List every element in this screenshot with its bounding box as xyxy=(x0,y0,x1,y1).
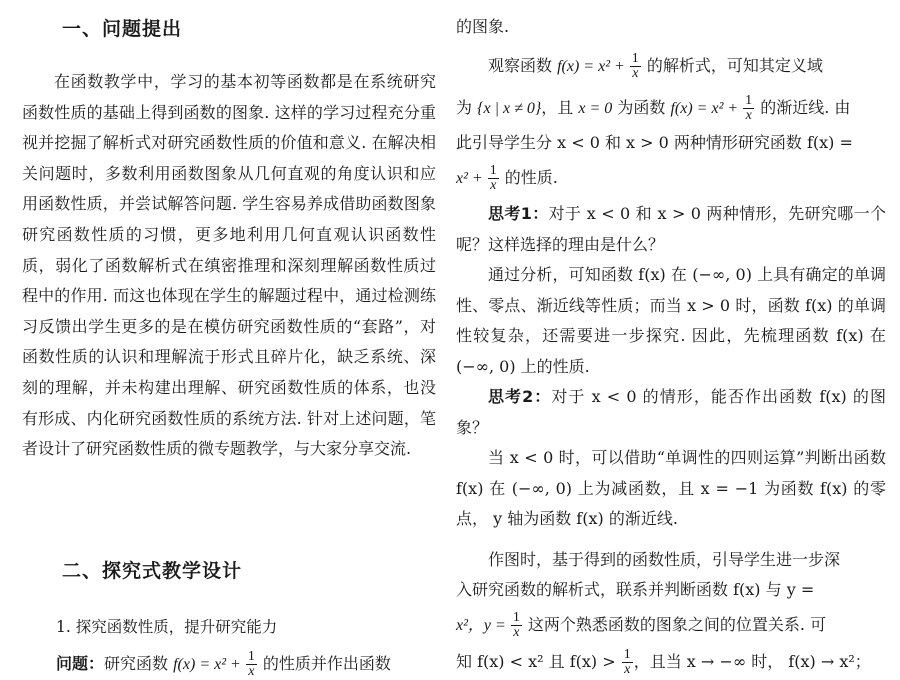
observe-text-b: 的解析式，可知其定义域 xyxy=(641,56,823,75)
drawing-text-e: ，且当 x → −∞ 时， f(x) → x²； xyxy=(633,652,871,671)
observe-line-3: 此引导学生分 x < 0 和 x > 0 两种情形研究函数 f(x) = xyxy=(456,133,853,152)
drawing-math-b: y = xyxy=(483,617,510,634)
intro-paragraph: 在函数教学中，学习的基本初等函数都是在系统研究函数性质的基础上得到函数的图象. 这样的学习过程充分重视并挖掘了解析式对研究函数性质的价值和意义. 在解决相关问题时，多数利用函数图象从几何直观的角度认识和应用函数性质，并尝试解答问题. 学生容易养成借助函数图象研究函数性质的习惯，更多地利用几何直观认识函数性质，弱化了函数解析式在缜密推理和深刻理解函数性质过程中的作用. 而这也体现在学生的解题过程中，通过检测练习反馈出学生更多的是在模仿研究函数性质的“套路”，对函数性质的认识和理解流于形式且碎片化，缺乏系统、深刻的理解，并未构建出理解、研究函数性质的体系，也没有形成、内化研究函数性质的系统方法. 针对上述问题，笔者设计了研究函数性质的微专题教学，与大家分享交流. xyxy=(22,72,436,459)
problem-label: 问题： xyxy=(56,654,105,673)
fraction-denominator: x xyxy=(745,108,752,123)
think2-paragraph xyxy=(456,382,886,443)
drawing-math-a: x²， xyxy=(456,617,484,634)
observe-math-g: f(x) = x² + xyxy=(670,100,743,117)
drawing-line-2: 入研究函数的解析式，联系并判断函数 f(x) 与 y = xyxy=(456,580,815,599)
fraction-denominator: x xyxy=(248,664,255,679)
fraction xyxy=(488,164,499,193)
fraction-numerator: 1 xyxy=(512,610,520,625)
fraction-denominator: x xyxy=(624,662,631,677)
negative-case-paragraph: 当 x < 0 时，可以借助“单调性的四则运算”判断出函数 f(x) 在 (−∞, 0) 上为减函数，且 x = −1 为函数 f(x) 的零点， y 轴为函数 f(x) 的渐近线. xyxy=(456,448,886,529)
fraction-denominator: x xyxy=(513,625,520,640)
fraction-denominator: x xyxy=(490,178,497,193)
fraction-numerator: 1 xyxy=(489,163,497,178)
fraction-numerator: 1 xyxy=(623,647,631,662)
fraction-numerator: 1 xyxy=(745,93,753,108)
observe-text-h: 的渐近线. 由 xyxy=(755,98,851,117)
observe-line4-text: 的性质. xyxy=(499,168,558,187)
problem-math: f(x) = x² + xyxy=(173,656,245,673)
observe-text-d: ，且 xyxy=(541,98,579,117)
analysis-paragraph: 通过分析，可知函数 f(x) 在 (−∞, 0) 上具有确定的单调性、零点、渐近线等性质；而当 x > 0 时，函数 f(x) 的单调性较复杂，还需要进一步探究. 因此，先梳理函数 f(x) 在 (−∞, 0) 上的性质. xyxy=(456,265,886,376)
fraction xyxy=(743,94,754,123)
problem-text-b: 的性质并作出函数 xyxy=(257,654,391,673)
fraction xyxy=(246,650,257,679)
drawing-text-d: 知 f(x) < x² 且 f(x) > xyxy=(456,652,621,671)
problem-line xyxy=(56,650,391,679)
fraction-denominator: x xyxy=(632,66,639,81)
observe-math-e: x = 0 xyxy=(578,100,613,117)
observe-line-2 xyxy=(456,94,850,123)
think1-label: 思考1： xyxy=(488,204,549,223)
drawing-line-1: 作图时，基于得到的函数性质，引导学生进一步深 xyxy=(488,550,841,569)
drawing-text-c: 这两个熟悉函数的图象之间的位置关系. 可 xyxy=(522,615,827,634)
think2-label: 思考2： xyxy=(488,387,552,406)
drawing-line-3 xyxy=(456,611,826,640)
observe-math-a: f(x) = x² + xyxy=(557,58,629,75)
fraction-numerator: 1 xyxy=(247,649,255,664)
fraction-numerator: 1 xyxy=(631,51,639,66)
drawing-line-4 xyxy=(456,648,871,677)
domain-set: {x | x ≠ 0} xyxy=(477,100,542,117)
continuation-line: 的图象. xyxy=(456,17,510,36)
observe-line-4 xyxy=(456,164,558,193)
observe-line4-math: x² + xyxy=(456,170,487,187)
problem-text-a: 研究函数 xyxy=(104,654,174,673)
section-heading-2: 二、探究式教学设计 xyxy=(62,560,243,582)
observe-text-f: 为函数 xyxy=(612,98,671,117)
observe-text-a: 观察函数 xyxy=(488,56,558,75)
think1-paragraph xyxy=(456,199,886,260)
think2-text: 对于 x < 0 的情形，能否作出函数 f(x) 的图象？ xyxy=(456,387,886,437)
think1-text: 对于 x < 0 和 x > 0 两种情形，先研究哪一个呢？这样选择的理由是什么？ xyxy=(456,204,886,254)
subheading: 1. 探究函数性质，提升研究能力 xyxy=(56,618,278,636)
fraction xyxy=(511,611,522,640)
observe-line-1 xyxy=(488,52,823,81)
observe-text-c: 为 xyxy=(456,98,478,117)
section-heading-1: 一、问题提出 xyxy=(62,18,183,40)
fraction xyxy=(622,648,633,677)
fraction xyxy=(630,52,641,81)
